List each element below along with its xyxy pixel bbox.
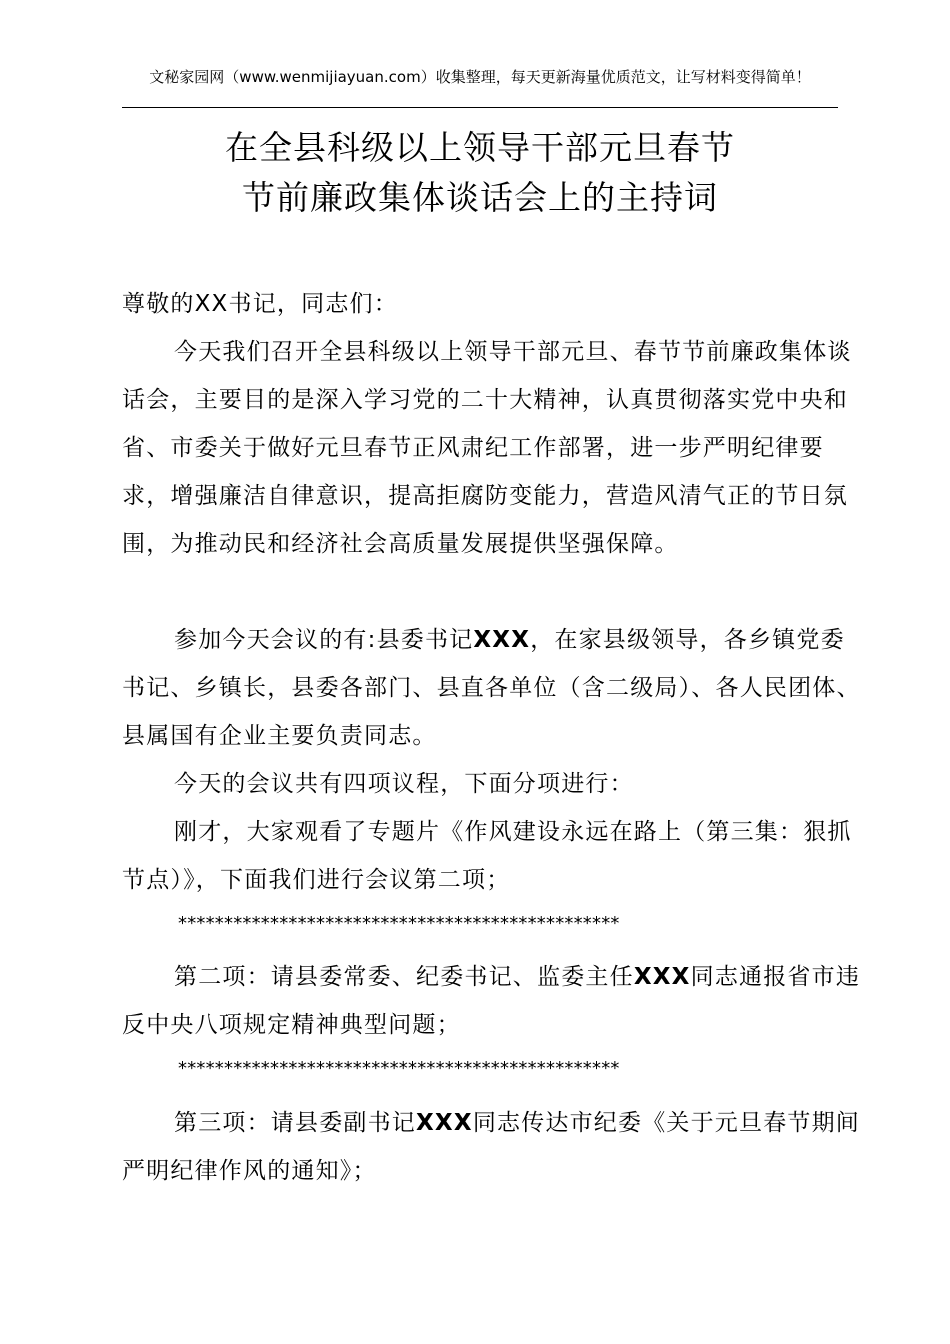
paragraph-item-two [122, 953, 862, 1049]
attendees-list: ，在家县级领导，各乡镇党委书记、乡镇长，县委各部门、县直各单位（含二级局）、各人民团体、县属国有企业主要负责同志。 [122, 627, 861, 749]
separator-stars-1: ************************************************ [178, 913, 620, 934]
attendees-title: 县委书记 [376, 627, 474, 653]
separator-stars-2: ************************************************ [178, 1058, 620, 1079]
header-divider [122, 107, 838, 108]
header-note: 文秘家园网（www.wenmijiayuan.com）收集整理，每天更新海量优质范文，让写材料变得简单！ [149, 68, 811, 86]
paragraph-agenda-intro: 今天的会议共有四项议程，下面分项进行： [174, 771, 634, 797]
item-three-name: XXX [416, 1110, 473, 1136]
salutation: 尊敬的XX书记，同志们： [122, 291, 398, 317]
paragraph-purpose: 今天我们召开全县科级以上领导干部元旦、春节节前廉政集体谈话会，主要目的是深入学习党的二十大精神，认真贯彻落实党中央和省、市委关于做好元旦春节正风肃纪工作部署，进一步严明纪律要求，增强廉洁自律意识，提高拒腐防变能力，营造风清气正的节日氛围，为推动民和经济社会高质量发展提供坚强保障。 [122, 339, 852, 557]
attendees-name: XXX [473, 627, 531, 653]
document-title-line-1: 在全县科级以上领导干部元旦春节 [225, 128, 735, 167]
item-two-name: XXX [633, 964, 691, 990]
paragraph-item-three [122, 1099, 862, 1195]
attendees-label: 参加今天会议的有: [174, 627, 377, 653]
item-two-rest: 同志通报省市违反中央八项规定精神典型问题； [122, 964, 861, 1038]
paragraph-item-one: 刚才，大家观看了专题片《作风建设永远在路上（第三集：狠抓节点）》，下面我们进行会议第二项； [122, 819, 852, 893]
item-two-label: 第二项：请县委常委、纪委书记、监委主任 [174, 964, 634, 990]
paragraph-attendees [122, 616, 862, 760]
item-three-rest: 同志传达市纪委《关于元旦春节期间严明纪律作风的通知》； [122, 1110, 861, 1184]
item-three-label: 第三项：请县委副书记 [174, 1110, 416, 1136]
document-title-line-2: 节前廉政集体谈话会上的主持词 [242, 178, 718, 217]
